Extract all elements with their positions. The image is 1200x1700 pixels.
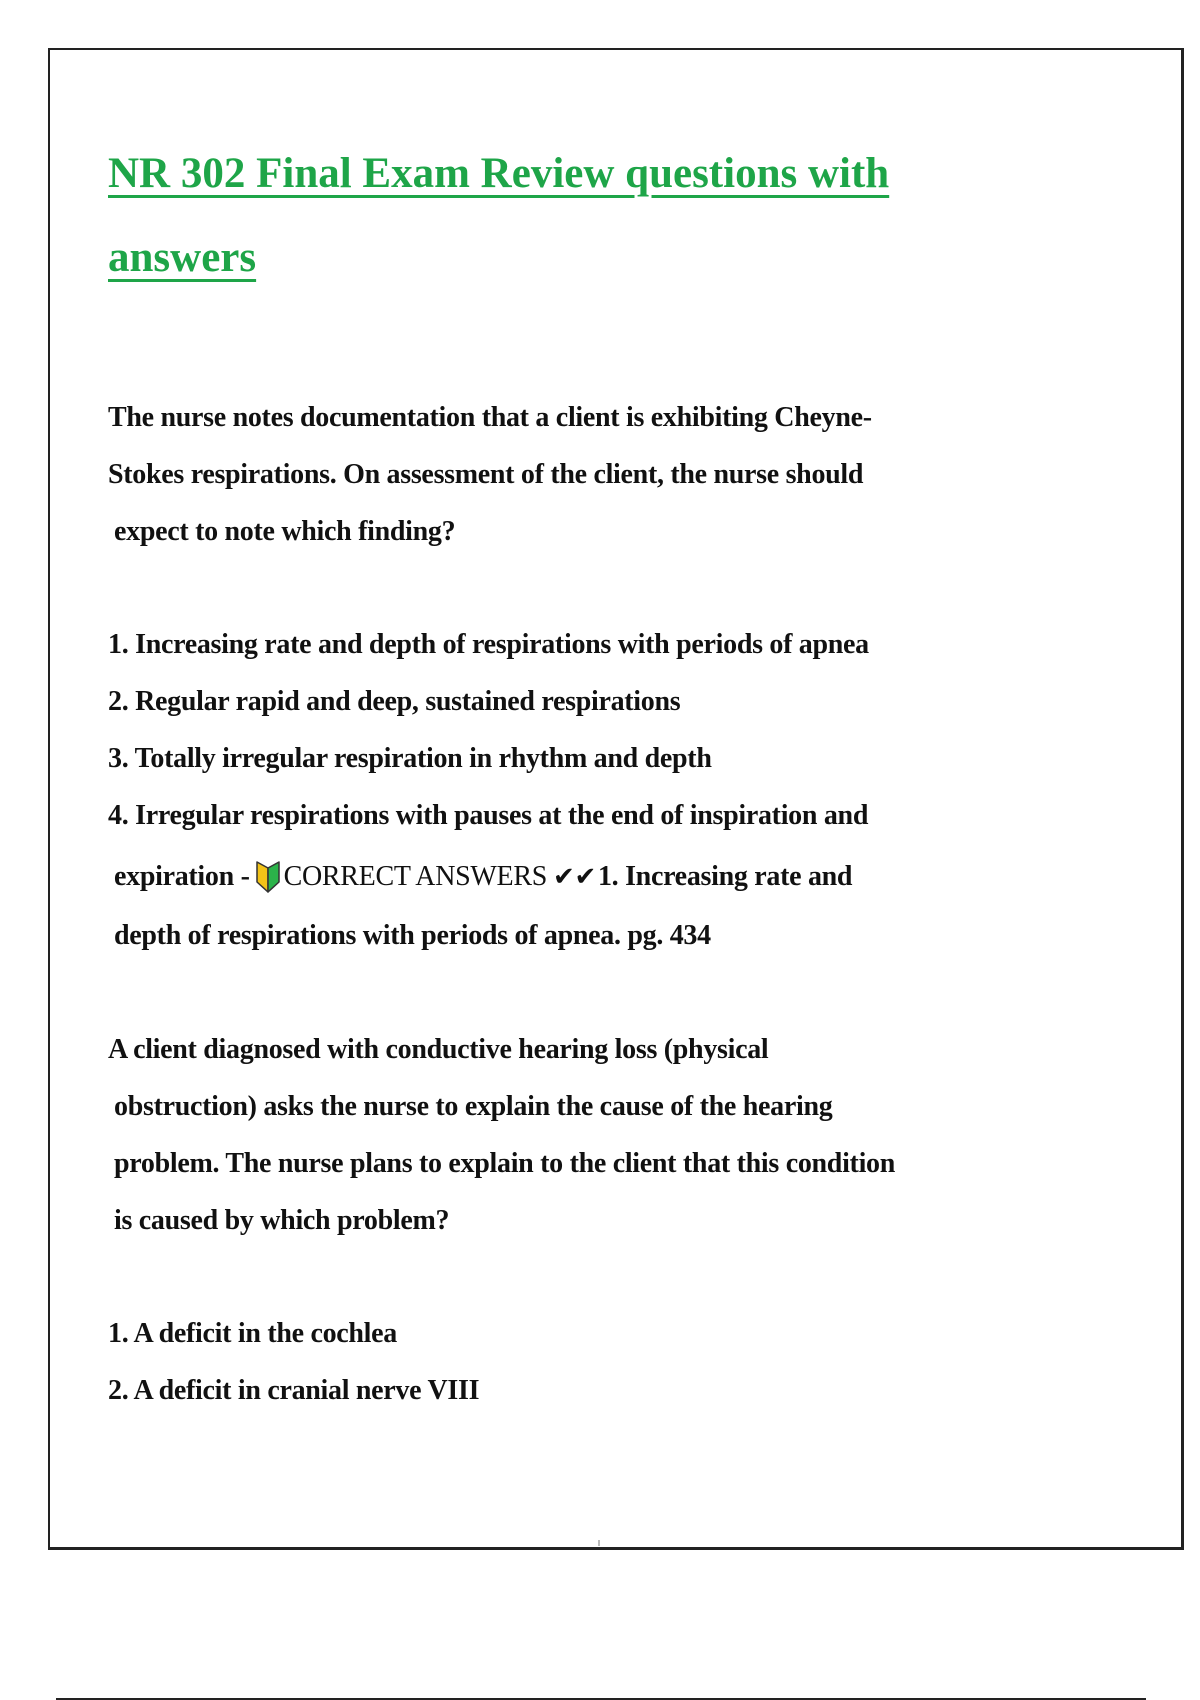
question-1-answer-line [114, 860, 852, 894]
answer-label: CORRECT ANSWERS [283, 861, 547, 892]
question-1-stem-line-1: The nurse notes documentation that a client is exhibiting Cheyne- [108, 402, 872, 433]
question-2-stem-line-2: obstruction) asks the nurse to explain the cause of the hearing [114, 1091, 833, 1122]
document-title-line-2: answers [108, 234, 257, 281]
question-2-option-1: 1. A deficit in the cochlea [108, 1318, 397, 1349]
beginner-badge-icon [254, 860, 282, 894]
question-2-stem-line-4: is caused by which problem? [114, 1205, 450, 1236]
question-1-stem-line-3: expect to note which finding? [114, 516, 456, 547]
question-1-stem-line-2: Stokes respirations. On assessment of the client, the nurse should [108, 459, 864, 490]
question-1-option-2: 2. Regular rapid and deep, sustained respirations [108, 686, 681, 717]
question-2-stem-line-3: problem. The nurse plans to explain to the client that this condition [114, 1148, 896, 1179]
answer-prefix: expiration - [114, 861, 250, 892]
question-1-option-1: 1. Increasing rate and depth of respirations with periods of apnea [108, 629, 869, 660]
question-2-stem-line-1: A client diagnosed with conductive hearing loss (physical [108, 1034, 769, 1065]
double-check-icon: ✔✔ [552, 862, 596, 892]
scan-speck [598, 1540, 600, 1546]
question-1-option-4: 4. Irregular respirations with pauses at the end of inspiration and [108, 800, 869, 831]
question-1-option-3: 3. Totally irregular respiration in rhythm and depth [108, 743, 712, 774]
question-2-option-2: 2. A deficit in cranial nerve VIII [108, 1375, 480, 1406]
document-title-line-1: NR 302 Final Exam Review questions with [108, 150, 890, 197]
question-1-answer-continuation: depth of respirations with periods of apnea. pg. 434 [114, 920, 711, 951]
answer-text: 1. Increasing rate and [597, 861, 853, 892]
